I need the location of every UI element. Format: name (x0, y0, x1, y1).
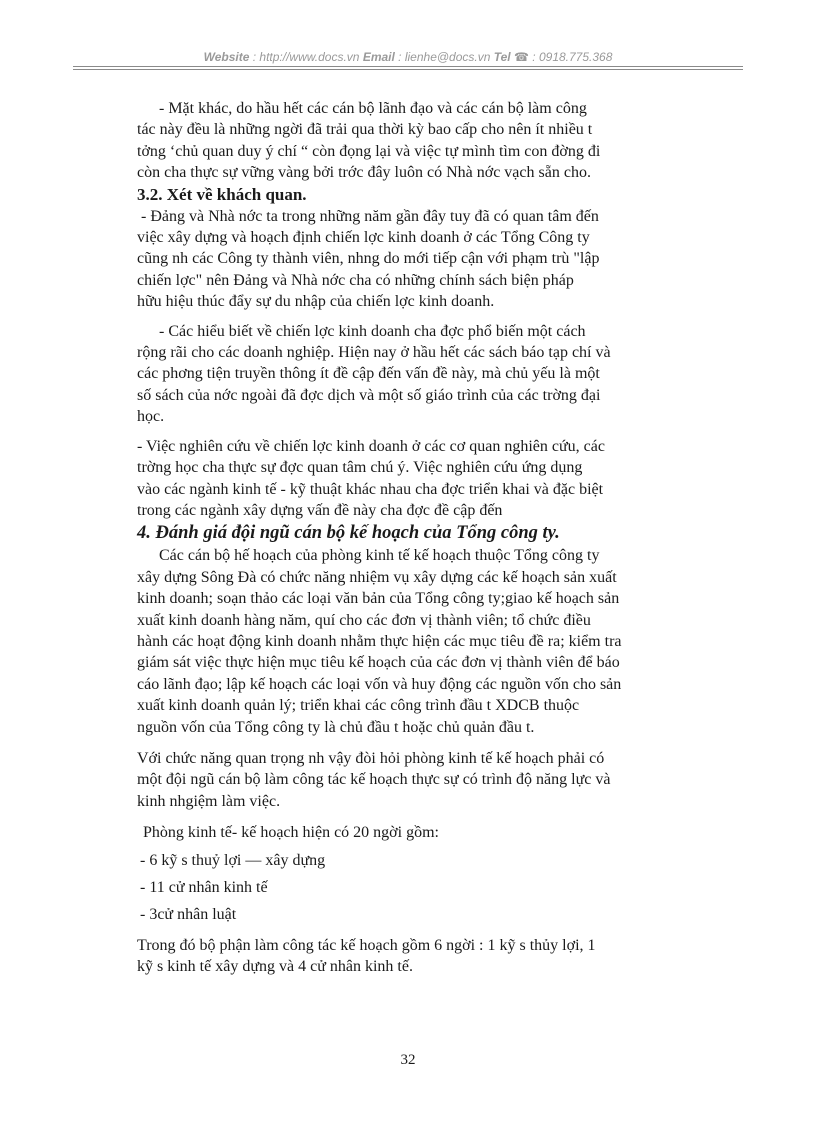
text-line: một đội ngũ cán bộ làm công tác kế hoạch thực sự có trình độ năng lực và (137, 771, 611, 789)
text-line: kinh nhgiệm làm việc. (137, 792, 281, 810)
header-rule-top (73, 66, 743, 67)
text-line: kỹ s kinh tế xây dựng và 4 cử nhân kinh tế. (137, 958, 413, 975)
text-line: rộng rãi cho các doanh nghiệp. Hiện nay ở hầu hết các sách báo tạp chí và (137, 344, 611, 362)
text-line: chiến lợc" nên Đảng và Nhà nớc cha có những chính sách biện pháp (137, 271, 574, 289)
text-line: xuất kinh doanh quản lý; triển khai các công trình đầu t XDCB thuộc (137, 697, 580, 715)
text-line: - Các hiểu biết về chiến lợc kinh doanh cha đợc phổ biến một cách (159, 322, 586, 340)
text-line: việc xây dựng và hoạch định chiến lợc kinh doanh ở các Tổng Công ty (137, 229, 590, 247)
paragraph-research (137, 436, 690, 522)
header-rule-bottom (73, 69, 743, 70)
paragraph-staff-duties (137, 545, 690, 738)
text-line: Các cán bộ hế hoạch của phòng kinh tế kế hoạch thuộc Tổng công ty (159, 547, 600, 565)
text-line: cáo lãnh đạo; lập kế hoạch các loại vốn và huy động các nguồn vốn cho sản (137, 675, 622, 693)
text-line: trong các ngành xây dựng vấn đề này cha đợc đề cập đến (137, 501, 503, 519)
tel-number: : 0918.775.368 (532, 50, 613, 64)
text-line: tởng ‘chủ quan duy ý chí “ còn đọng lại và việc tự mình tìm con đờng đi (137, 142, 601, 160)
email-label: Email (362, 50, 395, 64)
tel-label: Tel (493, 50, 511, 64)
text-line: hành các hoạt động kinh doanh nhằm thực hiện các mục tiêu đề ra; kiểm tra (137, 632, 622, 650)
text-line: - Việc nghiên cứu về chiến lợc kinh doanh ở các cơ quan nghiên cứu, các (137, 437, 605, 455)
text-line: Với chức năng quan trọng nh vậy đòi hỏi phòng kinh tế kế hoạch phải có (137, 749, 605, 767)
text-line: tác này đều là những ngời đã trải qua thời kỳ bao cấp cho nên ít nhiều t (137, 121, 593, 139)
phone-icon: ☎ (514, 50, 529, 64)
page-header (0, 50, 816, 64)
heading-objective: 3.2. Xét về khách quan. (137, 184, 307, 204)
paragraph-state-policy (137, 206, 690, 313)
text-line: vào các ngành kinh tế - kỹ thuật khác nhau cha đợc triển khai và đặc biệt (137, 480, 604, 498)
text-line: xây dựng Sông Đà có chức năng nhiệm vụ xây dựng các kế hoạch sản xuất (137, 568, 617, 586)
text-line: cũng nh các Công ty thành viên, nhng do mới tiếp cận với phạm trù "lập (137, 250, 600, 268)
text-line: xuất kinh doanh hàng năm, quí cho các đơn vị thành viên; tổ chức điều (137, 611, 591, 629)
text-line: học. (137, 408, 165, 426)
website-label: Website (203, 50, 250, 64)
text-line: các phơng tiện truyền thông ít đề cập đến vấn đề này, mà chủ yếu là một (137, 365, 600, 383)
paragraph-subjective (137, 98, 690, 184)
text-line: giám sát việc thực hiện mục tiêu kế hoạch của các đơn vị thành viên để báo (137, 654, 620, 672)
text-line: hữu hiệu thúc đẩy sự du nhập của chiến lợc kinh doanh. (137, 293, 495, 311)
paragraph-awareness (137, 321, 690, 428)
email-address[interactable]: : lienhe@docs.vn (398, 50, 491, 64)
list-item: - 11 cử nhân kinh tế (140, 878, 268, 896)
paragraph-staff-count: Phòng kinh tế- kế hoạch hiện có 20 ngời gồm: (143, 824, 439, 842)
text-line: số sách của nớc ngoài đã đợc dịch và một số giáo trình của các trờng đại (137, 386, 601, 404)
text-line: trờng học cha thực sự đợc quan tâm chú ý. Việc nghiên cứu ứng dụng (137, 459, 583, 477)
page-content (137, 98, 690, 977)
paragraph-requirements (137, 748, 690, 812)
heading-planning-staff: 4. Đánh giá đội ngũ cán bộ kế hoạch của Tổng công ty. (137, 523, 560, 544)
text-line: còn cha thực sự vững vàng bởi trớc đây luôn có Nhà nớc vạch sẵn cho. (137, 164, 591, 182)
list-item: - 6 kỹ s thuỷ lợi — xây dựng (140, 851, 326, 869)
page-number: 32 (400, 1052, 416, 1068)
text-line: Trong đó bộ phận làm công tác kế hoạch gồm 6 ngời : 1 kỹ s thủy lợi, 1 (137, 936, 596, 954)
text-line: - Đảng và Nhà nớc ta trong những năm gần đây tuy đã có quan tâm đến (141, 207, 599, 225)
website-url[interactable]: : http://www.docs.vn (252, 50, 360, 64)
text-line: nguồn vốn của Tổng công ty là chủ đầu t hoặc chủ quản đầu t. (137, 718, 535, 736)
paragraph-planning-team (137, 935, 690, 978)
text-line: kinh doanh; soạn thảo các loại văn bản của Tổng công ty;giao kế hoạch sản (137, 590, 620, 608)
list-item: - 3cử nhân luật (140, 905, 237, 923)
text-line: - Mặt khác, do hầu hết các cán bộ lãnh đạo và các cán bộ làm công (159, 100, 587, 117)
